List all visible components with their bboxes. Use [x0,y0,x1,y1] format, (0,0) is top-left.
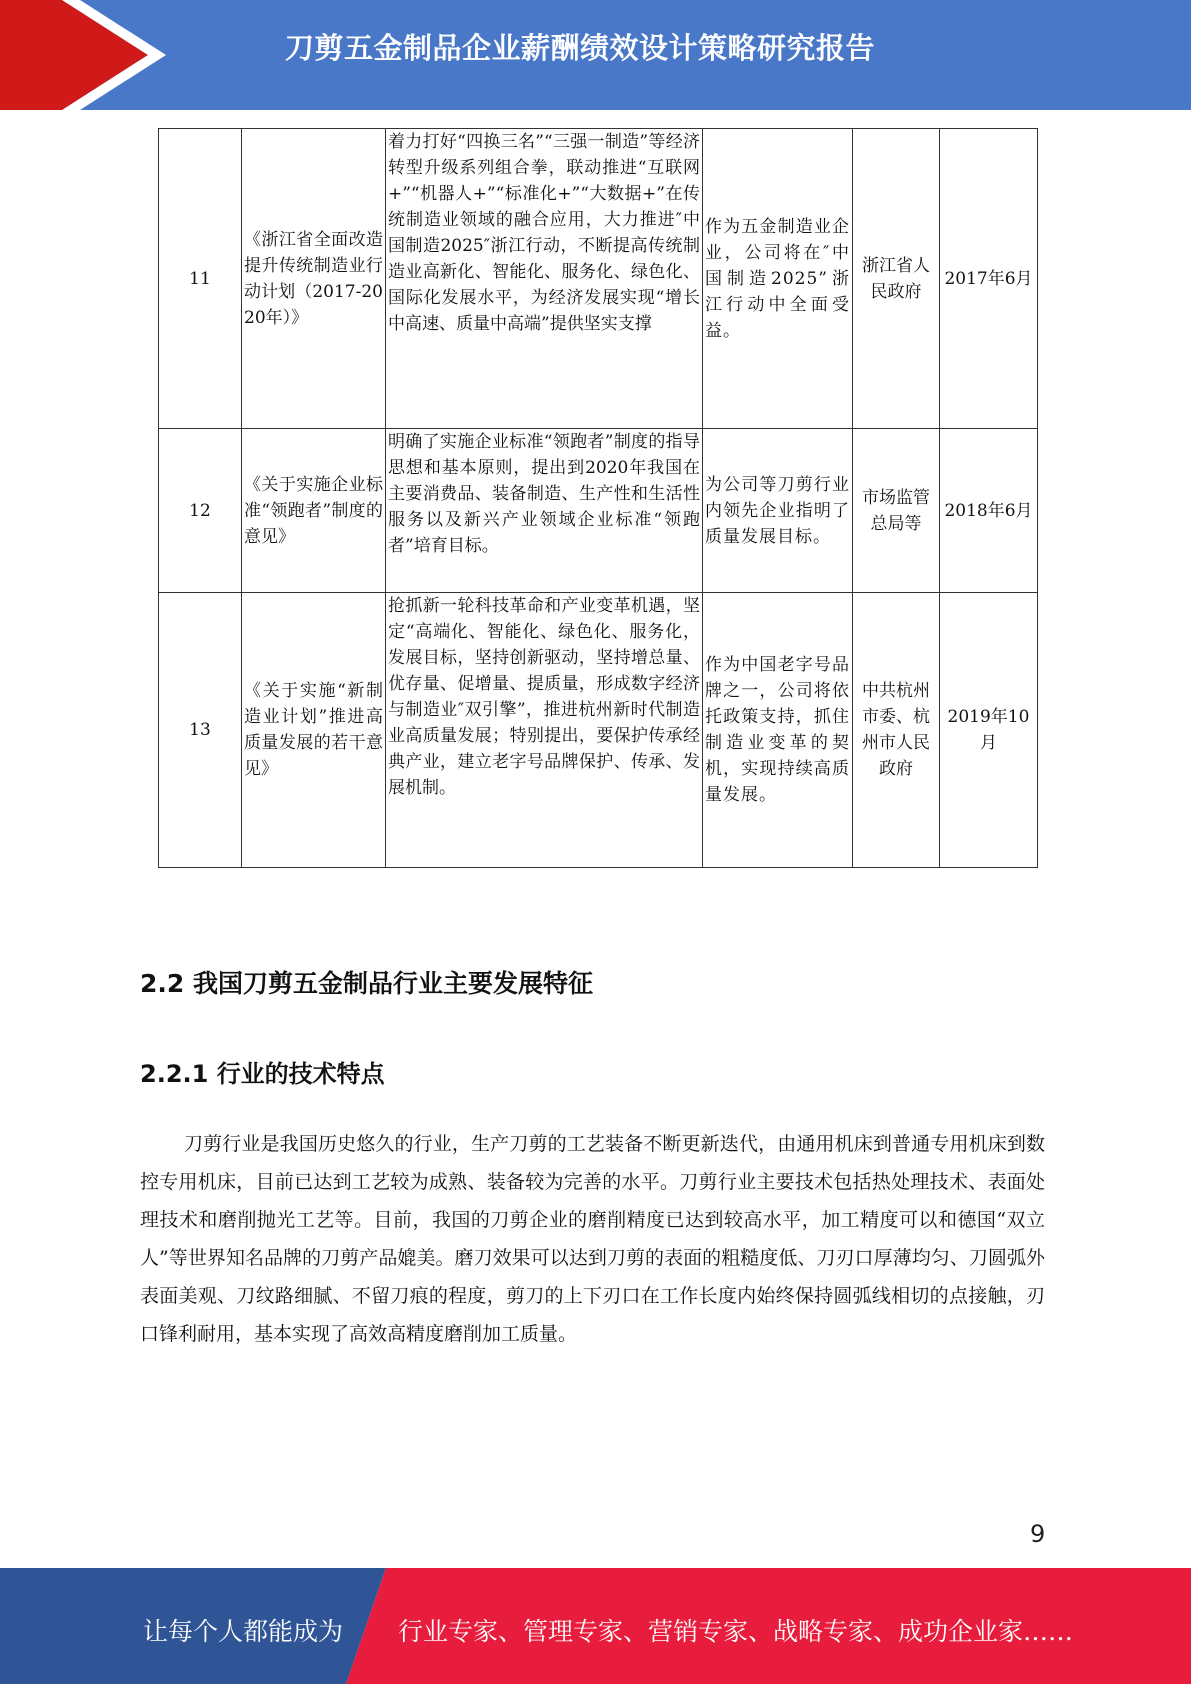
row-number: 11 [159,129,242,429]
policy-name: 《浙江省全面改造提升传统制造业行动计划（2017-2020年）》 [242,129,386,429]
page-footer [0,1568,1191,1684]
policy-content: 明确了实施企业标准“领跑者”制度的指导思想和基本原则，提出到2020年我国在主要消费品、装备制造、生产性和生活性服务以及新兴产业领域企业标准“领跑者”培育目标。 [386,429,703,593]
policy-effect: 为公司等刀剪行业内领先企业指明了质量发展目标。 [703,429,853,593]
footer-slogan-left: 让每个人都能成为 [143,1617,344,1646]
section-heading: 2.2 我国刀剪五金制品行业主要发展特征 [140,969,593,998]
policy-content: 着力打好“四换三名”“三强一制造”等经济转型升级系列组合拳，联动推进“互联网+”“机器人+”“标准化+”“大数据+”在传统制造业领域的融合应用，大力推进″中国制造2025″浙江行动，不断提高传统制造业高新化、智能化、服务化、绿色化、国际化发展水平，为经济发展实现“增长中高速、质量中高端”提供坚实支撑 [386,129,703,429]
table-row [159,429,1038,593]
policy-date: 2017年6月 [940,129,1038,429]
policy-date: 2018年6月 [940,429,1038,593]
policy-name: 《关于实施企业标准“领跑者”制度的意见》 [242,429,386,593]
header-red-arrow [0,0,148,110]
subsection-heading: 2.2.1 行业的技术特点 [140,1060,385,1088]
row-number: 12 [159,429,242,593]
report-title: 刀剪五金制品企业薪酬绩效设计策略研究报告 [285,31,876,65]
policy-effect: 作为五金制造业企业，公司将在″中国制造2025”浙江行动中全面受益。 [703,129,853,429]
policy-name: 《关于实施“新制造业计划”推进高质量发展的若干意见》 [242,593,386,868]
policy-date: 2019年10月 [940,593,1038,868]
policy-issuer: 市场监管总局等 [853,429,940,593]
header-arrow-decoration [0,0,300,110]
policy-effect: 作为中国老字号品牌之一，公司将依托政策支持，抓住制造业变革的契机，实现持续高质量发展。 [703,593,853,868]
policy-content: 抢抓新一轮科技革命和产业变革机遇，坚定“高端化、智能化、绿色化、服务化，发展目标，坚持创新驱动，坚持增总量、优存量、促增量、提质量，形成数字经济与制造业″双引擎”，推进杭州新时代制造业高质量发展；特别提出，要保护传承经典产业，建立老字号品牌保护、传承、发展机制。 [386,593,703,868]
footer-slogan-right: 行业专家、管理专家、营销专家、战略专家、成功企业家…… [398,1617,1074,1646]
policy-issuer: 浙江省人民政府 [853,129,940,429]
page-number: 9 [1030,1520,1046,1548]
row-number: 13 [159,593,242,868]
page-header [0,0,1191,110]
policy-table [158,128,1038,868]
table-row [159,593,1038,868]
policy-issuer: 中共杭州市委、杭州市人民政府 [853,593,940,868]
body-paragraph: 刀剪行业是我国历史悠久的行业，生产刀剪的工艺装备不断更新迭代，由通用机床到普通专用机床到数控专用机床，目前已达到工艺较为成熟、装备较为完善的水平。刀剪行业主要技术包括热处理技术、表面处理技术和磨削抛光工艺等。目前，我国的刀剪企业的磨削精度已达到较高水平，加工精度可以和德国“双立人”等世界知名品牌的刀剪产品媲美。磨刀效果可以达到刀剪的表面的粗糙度低、刀刃口厚薄均匀、刀圆弧外表面美观、刀纹路细腻、不留刀痕的程度，剪刀的上下刃口在工作长度内始终保持圆弧线相切的点接触，刃口锋利耐用，基本实现了高效高精度磨削加工质量。 [140,1133,1045,1345]
table-row [159,129,1038,429]
